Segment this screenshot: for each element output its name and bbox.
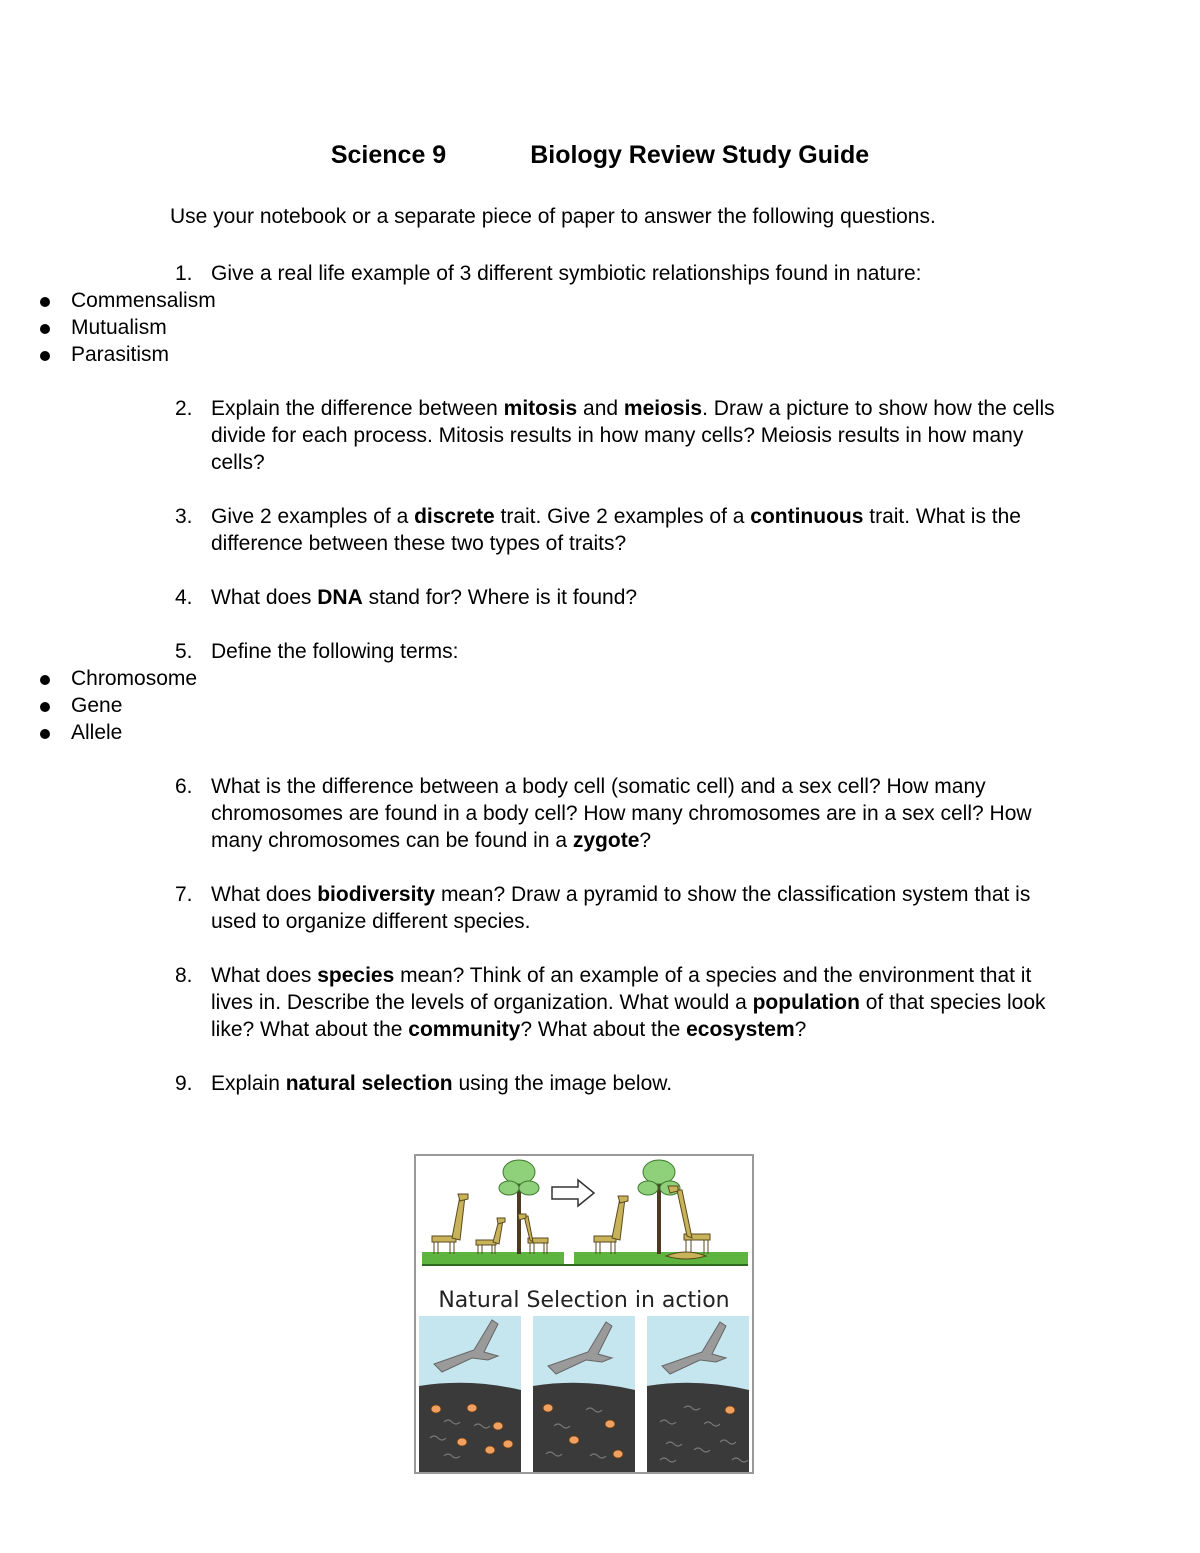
question-5 [0, 638, 1200, 746]
panel-2 [533, 1316, 635, 1472]
key-term: natural selection [285, 1072, 453, 1095]
text-run: ? [639, 829, 652, 852]
moth-panels [419, 1316, 749, 1472]
bullet-text: Gene [71, 694, 123, 717]
key-term: zygote [572, 829, 640, 852]
question-number: 4. [175, 586, 193, 609]
question-2 [0, 395, 1200, 476]
text-run: mean? Draw a pyramid to show the classification system that is used to organize different species. [211, 883, 1031, 933]
question-text [211, 1070, 1071, 1097]
text-run: What does [211, 883, 318, 906]
bullet-dot-icon [40, 702, 50, 712]
text-run: using the image below. [452, 1072, 673, 1095]
question-list [0, 260, 1200, 1124]
key-term: discrete [414, 505, 495, 528]
bullet-dot-icon [40, 729, 50, 739]
text-run: What does [211, 964, 318, 987]
bullet-item [0, 341, 1200, 368]
text-run: . Draw a picture to show how the cells divide for each process. Mitosis results in how many cells? Meiosis results in how many cells? [211, 397, 1055, 474]
text-run: ? [794, 1018, 807, 1041]
question-8 [0, 962, 1200, 1043]
question-text [211, 962, 1071, 1043]
question-text [211, 773, 1071, 854]
text-run: What is the difference between a body cell (somatic cell) and a sex cell? How many chromosomes are found in a body cell? How many chromosomes are in a sex cell? How many chromosomes can be found in a [211, 775, 1032, 852]
question-1 [0, 260, 1200, 368]
question-9 [0, 1070, 1200, 1097]
title-course: Science 9 [330, 141, 447, 169]
natural-selection-figure [414, 1154, 754, 1474]
text-run: trait. Give 2 examples of a [494, 505, 751, 528]
key-term: meiosis [623, 397, 703, 420]
text-run: What does [211, 586, 318, 609]
question-text [211, 503, 1071, 557]
text-run: trait. What is the difference between these two types of traits? [211, 505, 1021, 555]
key-term: species [317, 964, 395, 987]
bullet-item [0, 287, 1200, 314]
question-number: 9. [175, 1072, 193, 1095]
bullet-dot-icon [40, 324, 50, 334]
question-number: 5. [175, 640, 193, 663]
text-run: Explain [211, 1072, 286, 1095]
key-term: population [752, 991, 860, 1014]
title-subject: Biology Review Study Guide [530, 141, 870, 169]
page-title [0, 141, 1200, 170]
text-run: ? What about the [520, 1018, 687, 1041]
text-run: Give 2 examples of a [211, 505, 415, 528]
bullet-list [0, 665, 1200, 746]
text-run: Explain the difference between [211, 397, 504, 420]
question-text [211, 881, 1071, 935]
question-number: 1. [175, 262, 193, 285]
bullet-item [0, 692, 1200, 719]
bullet-dot-icon [40, 297, 50, 307]
instructions: Use your notebook or a separate piece of paper to answer the following questions. [170, 205, 936, 228]
bullet-text: Allele [71, 721, 123, 744]
key-term: community [408, 1018, 521, 1041]
key-term: DNA [317, 586, 363, 609]
bullet-item [0, 314, 1200, 341]
question-6 [0, 773, 1200, 854]
question-text [211, 584, 1071, 611]
text-run: mean? Think of an example of a species and the environment that it lives in. Describe the levels of organization. What would a [211, 964, 1032, 1014]
text-run: Define the following terms: [211, 640, 459, 663]
question-text [211, 260, 1071, 287]
question-7 [0, 881, 1200, 935]
bullet-text: Chromosome [71, 667, 198, 690]
bullet-dot-icon [40, 351, 50, 361]
question-number: 6. [175, 775, 193, 798]
question-text [211, 395, 1071, 476]
text-run: Give a real life example of 3 different symbiotic relationships found in nature: [211, 262, 922, 285]
text-run: stand for? Where is it found? [362, 586, 638, 609]
bullet-item [0, 665, 1200, 692]
bullet-dot-icon [40, 675, 50, 685]
panel-1 [419, 1316, 521, 1472]
bullet-text: Commensalism [71, 289, 216, 312]
key-term: continuous [750, 505, 864, 528]
key-term: biodiversity [317, 883, 436, 906]
bullet-item [0, 719, 1200, 746]
question-4 [0, 584, 1200, 611]
question-number: 3. [175, 505, 193, 528]
question-number: 8. [175, 964, 193, 987]
text-run: of that species look like? What about the [211, 991, 1046, 1041]
text-run: and [577, 397, 624, 420]
key-term: ecosystem [686, 1018, 795, 1041]
bullet-text: Parasitism [71, 343, 170, 366]
bullet-list [0, 287, 1200, 368]
key-term: mitosis [503, 397, 578, 420]
question-text [211, 638, 1071, 665]
bullet-text: Mutualism [71, 316, 167, 339]
question-number: 2. [175, 397, 193, 420]
figure-caption: Natural Selection in action [438, 1288, 730, 1313]
question-3 [0, 503, 1200, 557]
question-number: 7. [175, 883, 193, 906]
